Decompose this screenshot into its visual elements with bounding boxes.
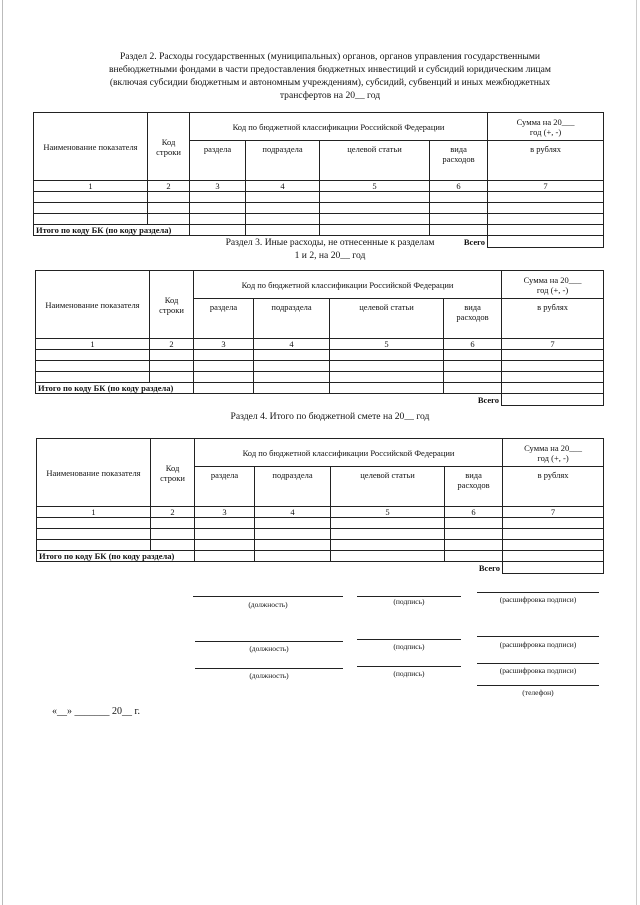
- date-line: «__» _______ 20__ г.: [52, 706, 140, 717]
- signature-label: (подпись): [393, 669, 425, 678]
- total-by-code-row: [34, 225, 604, 236]
- table-row: [36, 350, 604, 361]
- column-number: 1: [37, 507, 151, 518]
- column-number: 3: [195, 507, 255, 518]
- column-number: 5: [320, 181, 430, 192]
- decoding-label: (расшифровка подписи): [499, 640, 577, 649]
- header-sum: Сумма на 20___ год (+, -): [502, 271, 604, 299]
- total-by-code-row: [37, 551, 604, 562]
- section-4-title-line: Раздел 4. Итого по бюджетной смете на 20__ год: [230, 411, 430, 422]
- total-by-code-label: Итого по коду БК (по коду раздела): [36, 383, 194, 394]
- header-bk-code: Код по бюджетной классификации Российской Федерации: [195, 439, 503, 467]
- header-sum: Сумма на 20___ год (+, -): [503, 439, 604, 467]
- total-by-code-row: [36, 383, 604, 394]
- page-edge: [636, 0, 637, 905]
- grand-total-row: [37, 562, 604, 574]
- header-section: раздела: [190, 141, 246, 181]
- column-number: 7: [503, 507, 604, 518]
- section-3-table: [35, 270, 604, 406]
- header-code: Код строки: [151, 439, 195, 507]
- total-by-code-label: Итого по коду БК (по коду раздела): [34, 225, 190, 236]
- section-2-table: [33, 112, 604, 248]
- grand-total-value: [502, 394, 604, 406]
- header-code: Код строки: [148, 113, 190, 181]
- column-number: 2: [151, 507, 195, 518]
- decoding-label: (расшифровка подписи): [499, 595, 577, 604]
- section-2-title-line: (включая субсидии бюджетным и автономным учреждениям), субсидий, субвенций и иных межбюджетных: [109, 77, 551, 88]
- header-section: раздела: [194, 299, 254, 339]
- position-label: (должность): [249, 644, 289, 653]
- header-sum: Сумма на 20___ год (+, -): [488, 113, 604, 141]
- position-label: (должность): [248, 600, 288, 609]
- column-number: 1: [34, 181, 148, 192]
- decoding-line: [477, 636, 599, 637]
- table-row: [36, 372, 604, 383]
- column-number: 7: [488, 181, 604, 192]
- table-row: [34, 192, 604, 203]
- signature-line: [357, 639, 461, 640]
- header-kind: вида расходов: [444, 299, 502, 339]
- position-line: [195, 668, 343, 669]
- grand-total-value: [503, 562, 604, 574]
- table-row: [36, 361, 604, 372]
- column-number: 7: [502, 339, 604, 350]
- position-line: [195, 641, 343, 642]
- section-3-title: [70, 236, 590, 262]
- grand-total-row: [36, 394, 604, 406]
- column-number: 6: [430, 181, 488, 192]
- column-number: 2: [148, 181, 190, 192]
- header-kind: вида расходов: [430, 141, 488, 181]
- decoding-label: (расшифровка подписи): [499, 666, 577, 675]
- phone-label: (телефон): [522, 688, 554, 697]
- column-numbers-row: [37, 507, 604, 518]
- total-by-code-label: Итого по коду БК (по коду раздела): [37, 551, 195, 562]
- signature-line: [357, 666, 461, 667]
- column-numbers-row: [36, 339, 604, 350]
- grand-total-label: Всего: [463, 236, 486, 247]
- header-subsection: подраздела: [254, 299, 330, 339]
- section-2-title-line: Раздел 2. Расходы государственных (муниципальных) органов, органов управления государственными: [119, 51, 541, 62]
- table-row: [34, 214, 604, 225]
- table-row: [37, 529, 604, 540]
- header-name: Наименование показателя: [34, 113, 148, 181]
- header-target: целевой статьи: [330, 299, 444, 339]
- header-name: Наименование показателя: [37, 439, 151, 507]
- grand-total-label: Всего: [477, 394, 500, 405]
- column-number: 4: [255, 507, 331, 518]
- section-4-title: [70, 410, 590, 423]
- column-number: 2: [150, 339, 194, 350]
- column-number: 5: [330, 339, 444, 350]
- header-subsection: подраздела: [255, 467, 331, 507]
- column-number: 3: [194, 339, 254, 350]
- position-label: (должность): [249, 671, 289, 680]
- header-rubles: в рублях: [502, 299, 604, 339]
- header-bk-code: Код по бюджетной классификации Российской Федерации: [194, 271, 502, 299]
- column-number: 3: [190, 181, 246, 192]
- header-bk-code: Код по бюджетной классификации Российской Федерации: [190, 113, 488, 141]
- grand-total-label: Всего: [478, 562, 501, 573]
- section-2-title: [70, 50, 590, 102]
- decoding-line: [477, 592, 599, 593]
- header-rubles: в рублях: [503, 467, 604, 507]
- header-rubles: в рублях: [488, 141, 604, 181]
- header-code: Код строки: [150, 271, 194, 339]
- header-target: целевой статьи: [320, 141, 430, 181]
- phone-line: [477, 685, 599, 686]
- page-edge: [2, 0, 3, 905]
- signature-label: (подпись): [393, 642, 425, 651]
- table-row: [37, 518, 604, 529]
- decoding-line: [477, 663, 599, 664]
- column-number: 6: [444, 339, 502, 350]
- signature-label: (подпись): [393, 597, 425, 606]
- section-2-title-line: внебюджетными фондами в части предоставления бюджетных инвестиций и субсидий юридическим лицам: [108, 64, 551, 75]
- column-number: 4: [254, 339, 330, 350]
- column-number: 1: [36, 339, 150, 350]
- column-number: 6: [445, 507, 503, 518]
- column-numbers-row: [34, 181, 604, 192]
- column-number: 5: [331, 507, 445, 518]
- table-row: [37, 540, 604, 551]
- section-2-title-line: трансфертов на 20__ год: [279, 90, 381, 101]
- header-section: раздела: [195, 467, 255, 507]
- position-line: [193, 596, 343, 597]
- section-3-title-line: 1 и 2, на 20__ год: [294, 250, 366, 261]
- table-row: [34, 203, 604, 214]
- header-kind: вида расходов: [445, 467, 503, 507]
- header-target: целевой статьи: [331, 467, 445, 507]
- section-4-table: [36, 438, 604, 574]
- section-3-title-line: Раздел 3. Иные расходы, не отнесенные к разделам: [225, 237, 435, 248]
- header-name: Наименование показателя: [36, 271, 150, 339]
- column-number: 4: [246, 181, 320, 192]
- header-subsection: подраздела: [246, 141, 320, 181]
